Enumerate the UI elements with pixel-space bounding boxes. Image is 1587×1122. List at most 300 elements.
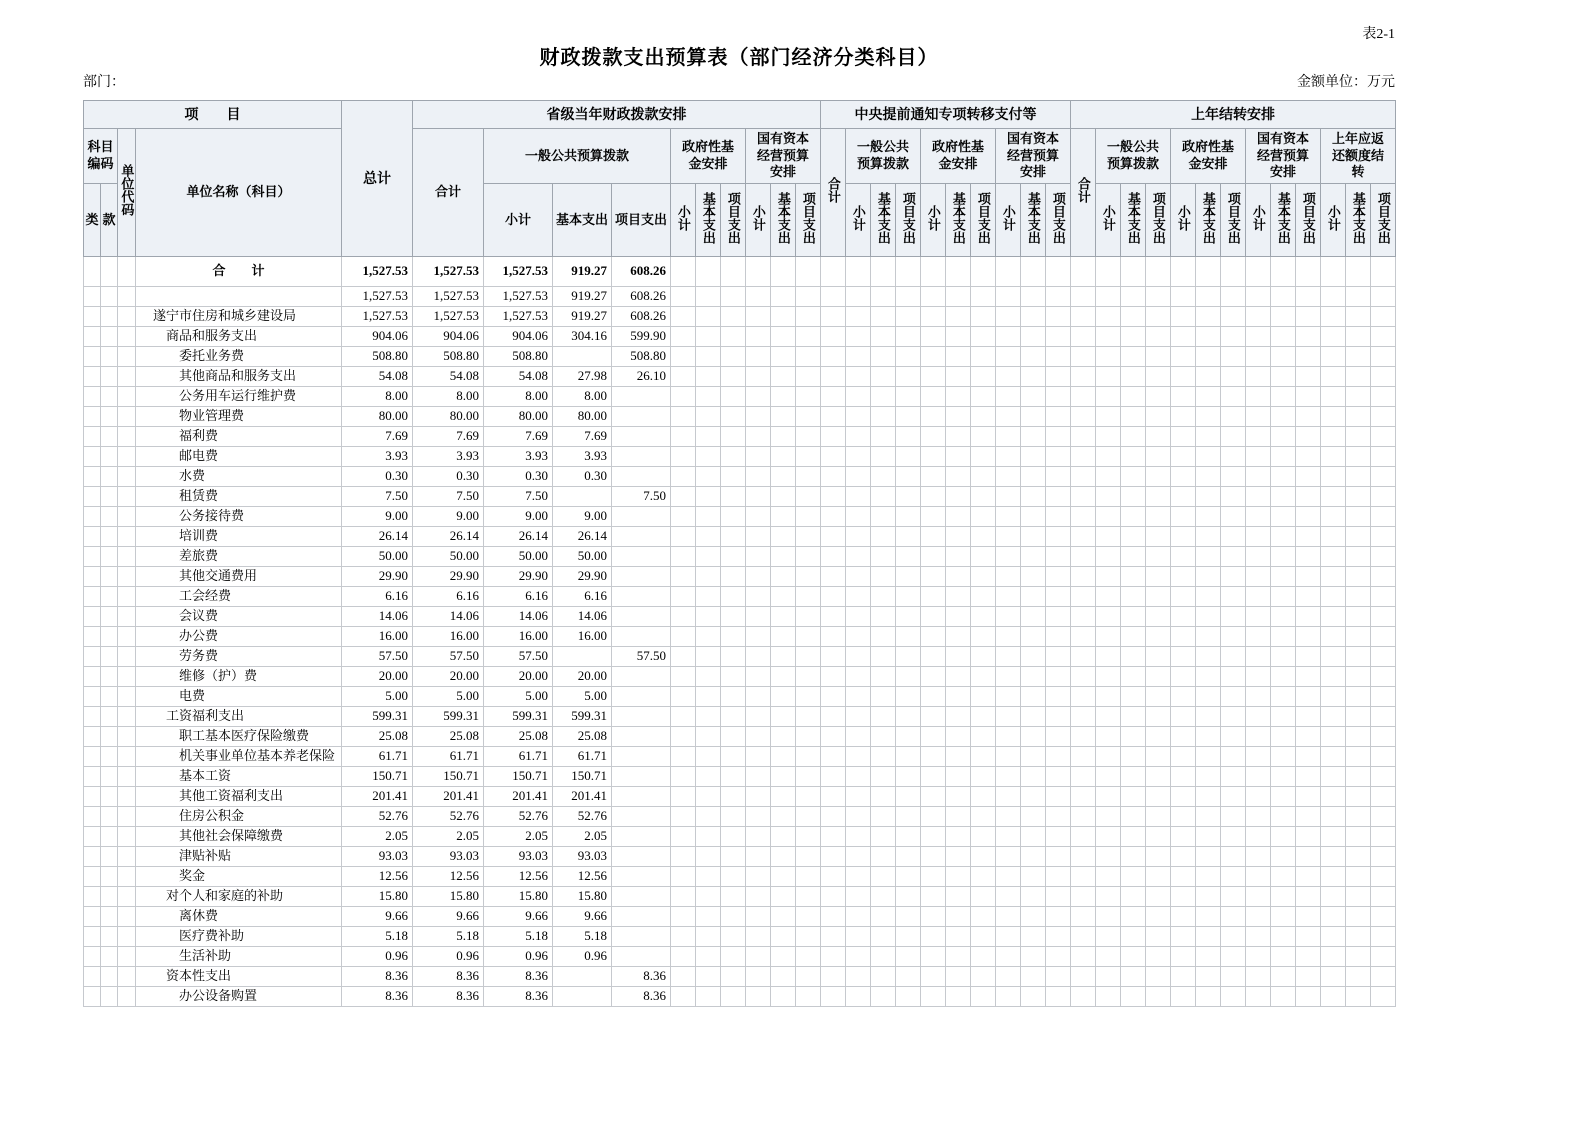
cell-empty	[1071, 927, 1096, 947]
cell-empty	[946, 767, 971, 787]
subgroup-carry-govfund: 政府性基金安排	[1171, 129, 1246, 184]
cell-empty	[896, 787, 921, 807]
cell-empty	[821, 607, 846, 627]
cell-empty	[996, 507, 1021, 527]
cell-empty	[1171, 647, 1196, 667]
cell-empty	[696, 447, 721, 467]
cell-empty	[1196, 367, 1221, 387]
table-row	[84, 867, 1396, 887]
cell-empty	[821, 367, 846, 387]
cell-empty	[1146, 527, 1171, 547]
cell-empty	[871, 487, 896, 507]
cell-empty	[1096, 287, 1121, 307]
cell-empty	[1196, 907, 1221, 927]
cell-empty	[921, 727, 946, 747]
cell-empty	[771, 627, 796, 647]
cell-basic: 52.76	[553, 807, 612, 827]
cell-empty	[1346, 327, 1371, 347]
cell-unit-code	[118, 307, 136, 327]
cell-empty	[1296, 327, 1321, 347]
cell-subject-name: 租赁费	[136, 487, 342, 507]
cell-empty	[1096, 327, 1121, 347]
cell-empty	[1146, 747, 1171, 767]
cell-empty	[821, 967, 846, 987]
cell-subtotal: 508.80	[484, 347, 553, 367]
cell-kuan	[101, 407, 118, 427]
cell-empty	[671, 787, 696, 807]
cell-empty	[1321, 567, 1346, 587]
cell-kuan	[101, 767, 118, 787]
cell-unit-code	[118, 487, 136, 507]
group-central: 中央提前通知专项转移支付等	[821, 101, 1071, 129]
cell-empty	[771, 847, 796, 867]
cell-empty	[1046, 527, 1071, 547]
cell-kuan	[101, 467, 118, 487]
cell-empty	[721, 847, 746, 867]
cell-total: 8.36	[342, 987, 413, 1007]
cell-empty	[796, 827, 821, 847]
cell-empty	[1021, 967, 1046, 987]
cell-empty	[996, 307, 1021, 327]
cell-empty	[1096, 807, 1121, 827]
cell-empty	[846, 427, 871, 447]
cell-empty	[1171, 257, 1196, 287]
cell-basic	[553, 647, 612, 667]
cell-empty	[721, 327, 746, 347]
cell-empty	[1296, 947, 1321, 967]
cell-empty	[996, 947, 1021, 967]
cell-empty	[1271, 927, 1296, 947]
cell-subject-name: 电费	[136, 687, 342, 707]
cell-empty	[921, 447, 946, 467]
cell-empty	[1271, 547, 1296, 567]
cell-empty	[746, 427, 771, 447]
cell-empty	[1221, 867, 1246, 887]
cell-empty	[1096, 667, 1121, 687]
cell-empty	[1246, 587, 1271, 607]
cell-empty	[996, 767, 1021, 787]
cell-empty	[1146, 627, 1171, 647]
cell-empty	[921, 967, 946, 987]
cell-project	[612, 907, 671, 927]
cell-empty	[796, 807, 821, 827]
cell-empty	[696, 467, 721, 487]
cell-empty	[746, 847, 771, 867]
cell-empty	[1071, 707, 1096, 727]
cell-basic: 14.06	[553, 607, 612, 627]
cell-total: 8.00	[342, 387, 413, 407]
cell-empty	[1171, 347, 1196, 367]
cell-empty	[671, 527, 696, 547]
cell-empty	[746, 407, 771, 427]
cell-unit-code	[118, 587, 136, 607]
cell-lei	[84, 807, 101, 827]
cell-empty	[1046, 587, 1071, 607]
cell-empty	[1296, 467, 1321, 487]
cell-kuan	[101, 807, 118, 827]
cell-empty	[821, 347, 846, 367]
cell-unit-code	[118, 987, 136, 1007]
cell-empty	[946, 527, 971, 547]
cell-empty	[846, 287, 871, 307]
cell-lei	[84, 387, 101, 407]
cell-empty	[946, 967, 971, 987]
cell-empty	[1096, 587, 1121, 607]
cell-empty	[1171, 727, 1196, 747]
cell-subject-name: 职工基本医疗保险缴费	[136, 727, 342, 747]
cell-empty	[821, 847, 846, 867]
cell-empty	[771, 767, 796, 787]
cell-empty	[946, 727, 971, 747]
cell-empty	[1171, 887, 1196, 907]
cell-total: 50.00	[342, 547, 413, 567]
cell-empty	[1221, 727, 1246, 747]
cell-project	[612, 507, 671, 527]
cell-empty	[746, 327, 771, 347]
cell-empty	[1046, 407, 1071, 427]
cell-lei	[84, 947, 101, 967]
cell-empty	[696, 507, 721, 527]
cell-empty	[1321, 547, 1346, 567]
cell-empty	[821, 547, 846, 567]
cell-empty	[1196, 727, 1221, 747]
cell-empty	[1371, 307, 1396, 327]
cell-empty	[746, 787, 771, 807]
cell-empty	[1171, 487, 1196, 507]
cell-empty	[771, 547, 796, 567]
cell-empty	[1246, 847, 1271, 867]
cell-empty	[971, 447, 996, 467]
cell-empty	[1296, 627, 1321, 647]
cell-total: 14.06	[342, 607, 413, 627]
cell-empty	[946, 907, 971, 927]
cell-empty	[846, 467, 871, 487]
cell-sum: 80.00	[413, 407, 484, 427]
cell-empty	[1021, 827, 1046, 847]
cell-lei	[84, 527, 101, 547]
cell-sum: 508.80	[413, 347, 484, 367]
cell-empty	[921, 847, 946, 867]
cell-empty	[1146, 987, 1171, 1007]
cell-empty	[1121, 907, 1146, 927]
cell-empty	[1346, 627, 1371, 647]
cell-empty	[1221, 827, 1246, 847]
cell-empty	[1246, 727, 1271, 747]
cell-empty	[1071, 647, 1096, 667]
cell-empty	[1046, 547, 1071, 567]
cell-empty	[996, 787, 1021, 807]
cell-empty	[1046, 627, 1071, 647]
cell-empty	[1071, 887, 1096, 907]
cell-empty	[746, 287, 771, 307]
col-project: 项目支出	[971, 184, 996, 257]
cell-subject-name: 津贴补贴	[136, 847, 342, 867]
cell-empty	[821, 767, 846, 787]
cell-kuan	[101, 887, 118, 907]
cell-empty	[1346, 967, 1371, 987]
cell-empty	[1246, 387, 1271, 407]
cell-empty	[821, 567, 846, 587]
cell-empty	[721, 967, 746, 987]
cell-empty	[771, 987, 796, 1007]
cell-empty	[1371, 807, 1396, 827]
cell-empty	[971, 907, 996, 927]
cell-lei	[84, 257, 101, 287]
cell-empty	[1096, 427, 1121, 447]
cell-empty	[1021, 507, 1046, 527]
cell-empty	[671, 647, 696, 667]
cell-total: 12.56	[342, 867, 413, 887]
cell-empty	[721, 927, 746, 947]
col-project: 项目支出	[612, 184, 671, 257]
cell-empty	[746, 467, 771, 487]
cell-empty	[1196, 257, 1221, 287]
cell-empty	[971, 627, 996, 647]
cell-empty	[871, 327, 896, 347]
cell-empty	[671, 387, 696, 407]
cell-empty	[1096, 827, 1121, 847]
cell-subtotal: 1,527.53	[484, 307, 553, 327]
cell-subtotal: 15.80	[484, 887, 553, 907]
cell-empty	[1271, 947, 1296, 967]
cell-empty	[1371, 787, 1396, 807]
cell-empty	[946, 607, 971, 627]
cell-empty	[1096, 947, 1121, 967]
cell-empty	[1321, 807, 1346, 827]
cell-empty	[796, 547, 821, 567]
cell-empty	[1271, 607, 1296, 627]
cell-empty	[871, 967, 896, 987]
cell-total: 7.69	[342, 427, 413, 447]
cell-empty	[1121, 387, 1146, 407]
cell-empty	[971, 407, 996, 427]
cell-empty	[846, 447, 871, 467]
cell-empty	[1146, 257, 1171, 287]
cell-empty	[1321, 447, 1346, 467]
table-body	[84, 257, 1396, 1007]
cell-empty	[1246, 967, 1271, 987]
cell-empty	[946, 257, 971, 287]
cell-empty	[1346, 747, 1371, 767]
cell-empty	[746, 807, 771, 827]
cell-basic	[553, 347, 612, 367]
cell-empty	[1121, 727, 1146, 747]
cell-empty	[1271, 887, 1296, 907]
cell-empty	[1321, 287, 1346, 307]
cell-empty	[746, 947, 771, 967]
cell-empty	[1321, 647, 1346, 667]
cell-empty	[996, 627, 1021, 647]
cell-empty	[1296, 407, 1321, 427]
cell-empty	[721, 407, 746, 427]
cell-empty	[1221, 887, 1246, 907]
cell-kuan	[101, 567, 118, 587]
cell-empty	[996, 607, 1021, 627]
cell-empty	[871, 367, 896, 387]
cell-empty	[921, 387, 946, 407]
cell-empty	[721, 647, 746, 667]
cell-subtotal: 7.69	[484, 427, 553, 447]
cell-empty	[1121, 667, 1146, 687]
table-row	[84, 707, 1396, 727]
cell-empty	[921, 707, 946, 727]
cell-empty	[1096, 627, 1121, 647]
cell-empty	[1346, 587, 1371, 607]
cell-empty	[1071, 567, 1096, 587]
cell-empty	[1096, 257, 1121, 287]
cell-empty	[821, 627, 846, 647]
cell-empty	[996, 287, 1021, 307]
cell-empty	[1171, 307, 1196, 327]
cell-empty	[1221, 507, 1246, 527]
cell-unit-code	[118, 707, 136, 727]
cell-empty	[971, 807, 996, 827]
cell-empty	[1196, 627, 1221, 647]
cell-empty	[671, 867, 696, 887]
cell-empty	[1271, 487, 1296, 507]
cell-empty	[1371, 627, 1396, 647]
cell-empty	[1046, 807, 1071, 827]
cell-project	[612, 447, 671, 467]
cell-empty	[1221, 987, 1246, 1007]
cell-lei	[84, 647, 101, 667]
cell-empty	[1146, 567, 1171, 587]
cell-empty	[921, 647, 946, 667]
cell-empty	[1371, 847, 1396, 867]
cell-empty	[896, 847, 921, 867]
cell-empty	[1096, 407, 1121, 427]
cell-total: 5.00	[342, 687, 413, 707]
table-row	[84, 487, 1396, 507]
cell-empty	[721, 887, 746, 907]
cell-empty	[721, 627, 746, 647]
cell-empty	[1221, 467, 1246, 487]
sheet-tag: 表2-1	[1362, 27, 1395, 42]
cell-empty	[1221, 447, 1246, 467]
cell-kuan	[101, 347, 118, 367]
cell-project	[612, 407, 671, 427]
cell-empty	[896, 647, 921, 667]
cell-empty	[771, 827, 796, 847]
cell-empty	[1096, 347, 1121, 367]
cell-empty	[1021, 747, 1046, 767]
cell-empty	[1296, 527, 1321, 547]
cell-sum: 52.76	[413, 807, 484, 827]
cell-empty	[1021, 867, 1046, 887]
cell-empty	[1196, 687, 1221, 707]
cell-empty	[896, 487, 921, 507]
cell-empty	[896, 307, 921, 327]
cell-unit-code	[118, 327, 136, 347]
cell-empty	[696, 747, 721, 767]
cell-subtotal: 201.41	[484, 787, 553, 807]
cell-basic: 6.16	[553, 587, 612, 607]
cell-empty	[1146, 667, 1171, 687]
cell-empty	[746, 707, 771, 727]
cell-empty	[721, 607, 746, 627]
cell-empty	[921, 507, 946, 527]
cell-lei	[84, 987, 101, 1007]
cell-empty	[771, 727, 796, 747]
cell-subject-name: 培训费	[136, 527, 342, 547]
cell-empty	[1171, 467, 1196, 487]
cell-empty	[1146, 427, 1171, 447]
cell-empty	[996, 687, 1021, 707]
cell-empty	[1346, 387, 1371, 407]
cell-empty	[846, 867, 871, 887]
col-project: 项目支出	[1296, 184, 1321, 257]
cell-empty	[921, 367, 946, 387]
cell-empty	[696, 887, 721, 907]
cell-empty	[946, 867, 971, 887]
cell-empty	[1346, 367, 1371, 387]
cell-basic: 15.80	[553, 887, 612, 907]
cell-kuan	[101, 527, 118, 547]
cell-empty	[1221, 347, 1246, 367]
table-row	[84, 447, 1396, 467]
cell-empty	[896, 987, 921, 1007]
cell-empty	[1346, 547, 1371, 567]
cell-empty	[1021, 647, 1046, 667]
cell-subtotal: 50.00	[484, 547, 553, 567]
cell-empty	[1121, 347, 1146, 367]
cell-subtotal: 80.00	[484, 407, 553, 427]
cell-empty	[946, 347, 971, 367]
cell-total: 5.18	[342, 927, 413, 947]
cell-empty	[921, 527, 946, 547]
cell-empty	[1171, 287, 1196, 307]
cell-empty	[1171, 567, 1196, 587]
cell-empty	[671, 827, 696, 847]
cell-empty	[1071, 327, 1096, 347]
cell-empty	[1046, 567, 1071, 587]
cell-empty	[721, 567, 746, 587]
cell-empty	[771, 387, 796, 407]
cell-sum: 8.36	[413, 967, 484, 987]
cell-empty	[721, 547, 746, 567]
cell-empty	[721, 807, 746, 827]
cell-empty	[1346, 467, 1371, 487]
cell-project	[612, 627, 671, 647]
cell-empty	[996, 667, 1021, 687]
cell-empty	[1121, 447, 1146, 467]
cell-empty	[1321, 867, 1346, 887]
cell-basic: 50.00	[553, 547, 612, 567]
cell-basic: 27.98	[553, 367, 612, 387]
cell-empty	[1371, 427, 1396, 447]
cell-kuan	[101, 507, 118, 527]
cell-empty	[1121, 627, 1146, 647]
cell-empty	[1346, 827, 1371, 847]
cell-empty	[921, 827, 946, 847]
cell-unit-code	[118, 367, 136, 387]
cell-subject-name: 水费	[136, 467, 342, 487]
cell-empty	[1321, 827, 1346, 847]
cell-empty	[1296, 347, 1321, 367]
cell-empty	[771, 807, 796, 827]
cell-empty	[1346, 607, 1371, 627]
cell-empty	[1096, 447, 1121, 467]
cell-empty	[1221, 907, 1246, 927]
cell-empty	[1346, 887, 1371, 907]
cell-project	[612, 827, 671, 847]
cell-empty	[771, 347, 796, 367]
cell-empty	[771, 887, 796, 907]
cell-empty	[1171, 447, 1196, 467]
cell-empty	[721, 427, 746, 447]
cell-empty	[896, 447, 921, 467]
cell-empty	[1321, 887, 1346, 907]
